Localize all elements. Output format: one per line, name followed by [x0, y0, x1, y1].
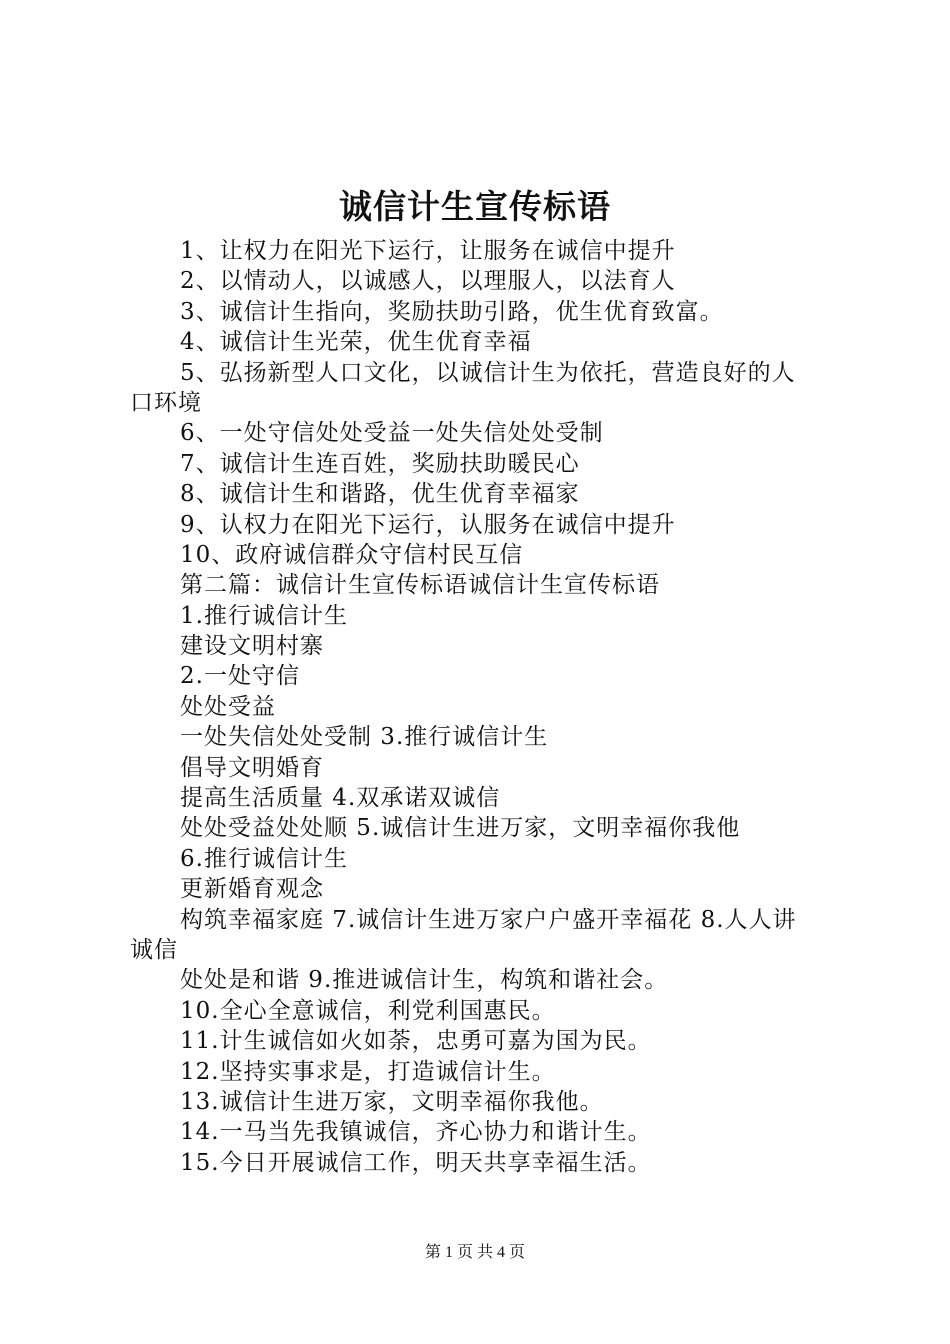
section-heading: 第二篇：诚信计生宣传标语诚信计生宣传标语	[180, 572, 660, 599]
document-body	[130, 236, 840, 1178]
text-line: 4、诚信计生光荣，优生优育幸福	[180, 329, 532, 356]
text-line: 处处是和谐 9.推进诚信计生，构筑和谐社会。	[180, 967, 669, 994]
text-line: 12.坚持实事求是，打造诚信计生。	[180, 1058, 556, 1085]
text-line: 倡导文明婚育	[180, 754, 324, 781]
text-line: 1、让权力在阳光下运行，让服务在诚信中提升	[180, 238, 676, 264]
text-line: 9、认权力在阳光下运行，认服务在诚信中提升	[180, 511, 676, 538]
text-line-continuation: 诚信	[130, 936, 178, 963]
text-line: 建设文明村寨	[180, 633, 324, 660]
text-line: 3、诚信计生指向，奖励扶助引路，优生优育致富。	[180, 298, 724, 325]
text-line: 构筑幸福家庭 7.诚信计生进万家户户盛开幸福花 8.人人讲	[180, 906, 797, 933]
text-line: 处处受益	[180, 693, 276, 720]
text-line: 7、诚信计生连百姓，奖励扶助暖民心	[180, 450, 580, 477]
text-line: 1.推行诚信计生	[180, 602, 348, 629]
text-line: 8、诚信计生和谐路，优生优育幸福家	[180, 481, 580, 508]
text-line: 2.一处守信	[180, 663, 300, 690]
text-line: 10、政府诚信群众守信村民互信	[180, 541, 524, 568]
text-line: 6、一处守信处处受益一处失信处处受制	[180, 420, 604, 447]
document-title: 诚信计生宣传标语	[339, 187, 611, 226]
text-line: 处处受益处处顺 5.诚信计生进万家，文明幸福你我他	[180, 815, 741, 842]
text-line: 11.计生诚信如火如荼，忠勇可嘉为国为民。	[180, 1028, 652, 1055]
text-line: 13.诚信计生进万家，文明幸福你我他。	[180, 1088, 604, 1115]
text-line: 提高生活质量 4.双承诺双诚信	[180, 785, 501, 812]
text-line: 15.今日开展诚信工作，明天共享幸福生活。	[180, 1149, 652, 1176]
text-line-continuation: 口环境	[130, 389, 202, 416]
text-line: 10.全心全意诚信，利党利国惠民。	[180, 997, 556, 1024]
text-line: 更新婚育观念	[180, 876, 324, 903]
page-number: 第 1 页 共 4 页	[424, 1244, 525, 1261]
text-line: 14.一马当先我镇诚信，齐心协力和谐计生。	[180, 1119, 652, 1146]
text-line: 5、弘扬新型人口文化，以诚信计生为依托，营造良好的人	[180, 359, 796, 386]
text-line: 2、以情动人，以诚感人，以理服人，以法育人	[180, 268, 676, 295]
text-line: 6.推行诚信计生	[180, 845, 348, 872]
text-line: 一处失信处处受制 3.推行诚信计生	[180, 724, 549, 751]
